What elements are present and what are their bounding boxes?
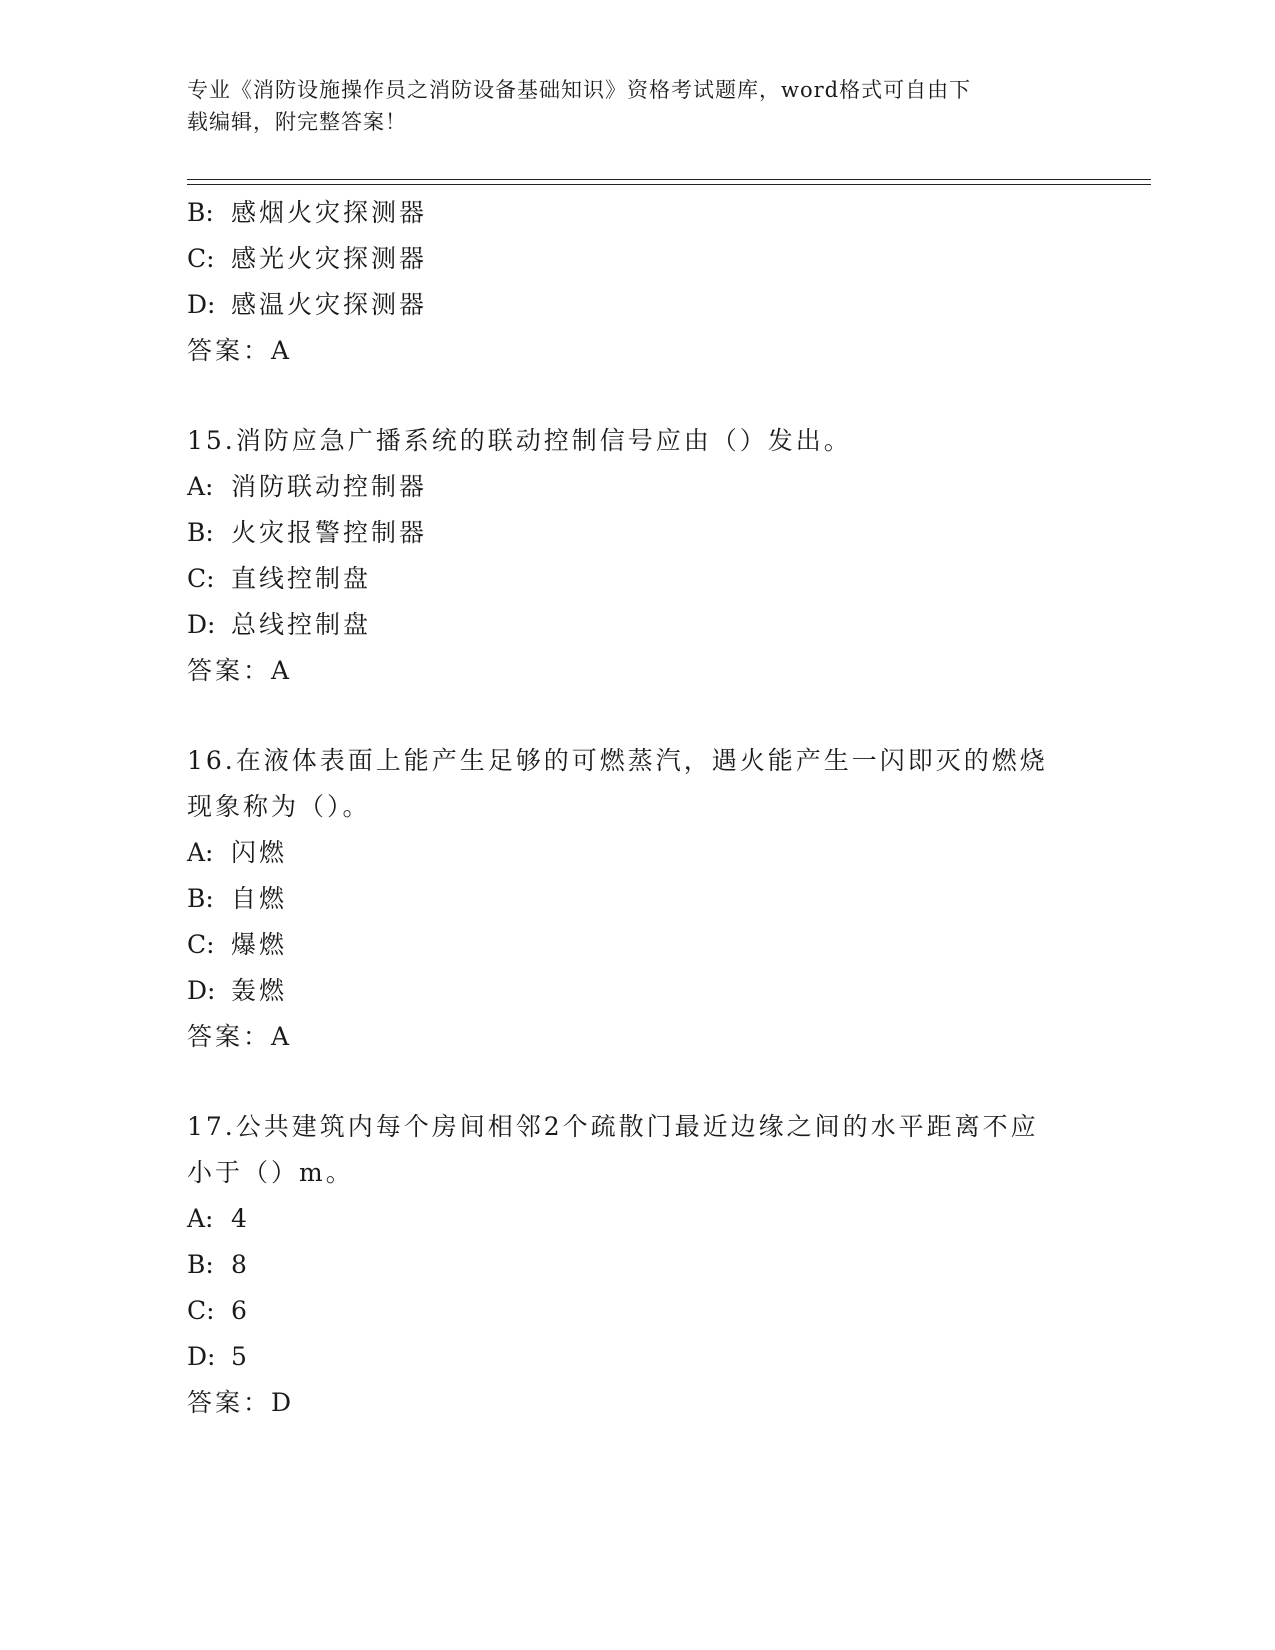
question-text-line-2: 小于（）m。 xyxy=(187,1158,354,1187)
option-key: C: xyxy=(187,1296,215,1325)
question-15 xyxy=(187,418,1087,694)
option-text: 消防联动控制器 xyxy=(231,472,428,501)
option-text: 感烟火灾探测器 xyxy=(231,198,428,227)
answer-value: D xyxy=(271,1388,294,1417)
option-key: A: xyxy=(187,838,214,867)
option-key: C: xyxy=(187,244,215,273)
answer-label: 答案： xyxy=(187,336,272,365)
spacer xyxy=(187,1060,1087,1104)
option-text: 5 xyxy=(231,1342,250,1371)
option-text: 6 xyxy=(231,1296,250,1325)
option-key: D: xyxy=(187,610,216,639)
header-line-2: 载编辑，附完整答案！ xyxy=(187,110,407,134)
option-d xyxy=(187,968,1087,1014)
option-text: 4 xyxy=(231,1204,250,1233)
option-text: 火灾报警控制器 xyxy=(231,518,428,547)
answer xyxy=(187,1014,1087,1060)
option-text: 8 xyxy=(231,1250,250,1279)
option-key: C: xyxy=(187,564,215,593)
answer xyxy=(187,328,1087,374)
answer-label: 答案： xyxy=(187,656,272,685)
option-c xyxy=(187,556,1087,602)
spacer xyxy=(187,374,1087,418)
answer-value: A xyxy=(271,1022,292,1051)
option-key: A: xyxy=(187,472,214,501)
document-header xyxy=(187,74,1067,138)
question-16 xyxy=(187,738,1087,1060)
option-text: 闪燃 xyxy=(231,838,288,867)
option-b xyxy=(187,1242,1087,1288)
option-text: 感光火灾探测器 xyxy=(231,244,428,273)
option-key: C: xyxy=(187,930,215,959)
option-text: 爆燃 xyxy=(231,930,288,959)
option-d xyxy=(187,1334,1087,1380)
option-c xyxy=(187,922,1087,968)
question-14 xyxy=(187,190,1087,374)
option-a xyxy=(187,1196,1087,1242)
option-text: 自燃 xyxy=(231,884,288,913)
question-list xyxy=(187,190,1087,1426)
question-17 xyxy=(187,1104,1087,1426)
option-key: D: xyxy=(187,1342,216,1371)
answer xyxy=(187,648,1087,694)
question-text-line-1: 16.在液体表面上能产生足够的可燃蒸汽，遇火能产生一闪即灭的燃烧 xyxy=(187,746,1048,775)
answer-value: A xyxy=(271,336,292,365)
option-key: A: xyxy=(187,1204,214,1233)
question-text-line-2: 现象称为（）。 xyxy=(187,792,371,821)
option-key: B: xyxy=(187,884,214,913)
option-c xyxy=(187,1288,1087,1334)
option-c xyxy=(187,236,1087,282)
option-key: D: xyxy=(187,976,216,1005)
spacer xyxy=(187,694,1087,738)
option-key: B: xyxy=(187,1250,214,1279)
option-key: B: xyxy=(187,518,214,547)
answer-value: A xyxy=(271,656,292,685)
answer-label: 答案： xyxy=(187,1388,272,1417)
answer xyxy=(187,1380,1087,1426)
option-text: 直线控制盘 xyxy=(231,564,372,593)
header-divider-bottom xyxy=(187,184,1151,185)
option-b xyxy=(187,876,1087,922)
option-key: B: xyxy=(187,198,214,227)
answer-label: 答案： xyxy=(187,1022,272,1051)
option-a xyxy=(187,464,1087,510)
header-line-1: 专业《消防设施操作员之消防设备基础知识》资格考试题库，word格式可自由下 xyxy=(187,78,972,102)
option-d xyxy=(187,602,1087,648)
question-text-line-1: 17.公共建筑内每个房间相邻2个疏散门最近边缘之间的水平距离不应 xyxy=(187,1112,1039,1141)
option-text: 总线控制盘 xyxy=(231,610,372,639)
option-d xyxy=(187,282,1087,328)
header-divider-top xyxy=(187,179,1151,180)
option-text: 轰燃 xyxy=(231,976,288,1005)
option-text: 感温火灾探测器 xyxy=(231,290,428,319)
question-text: 15.消防应急广播系统的联动控制信号应由（）发出。 xyxy=(187,426,852,455)
option-b xyxy=(187,190,1087,236)
option-b xyxy=(187,510,1087,556)
option-a xyxy=(187,830,1087,876)
option-key: D: xyxy=(187,290,216,319)
